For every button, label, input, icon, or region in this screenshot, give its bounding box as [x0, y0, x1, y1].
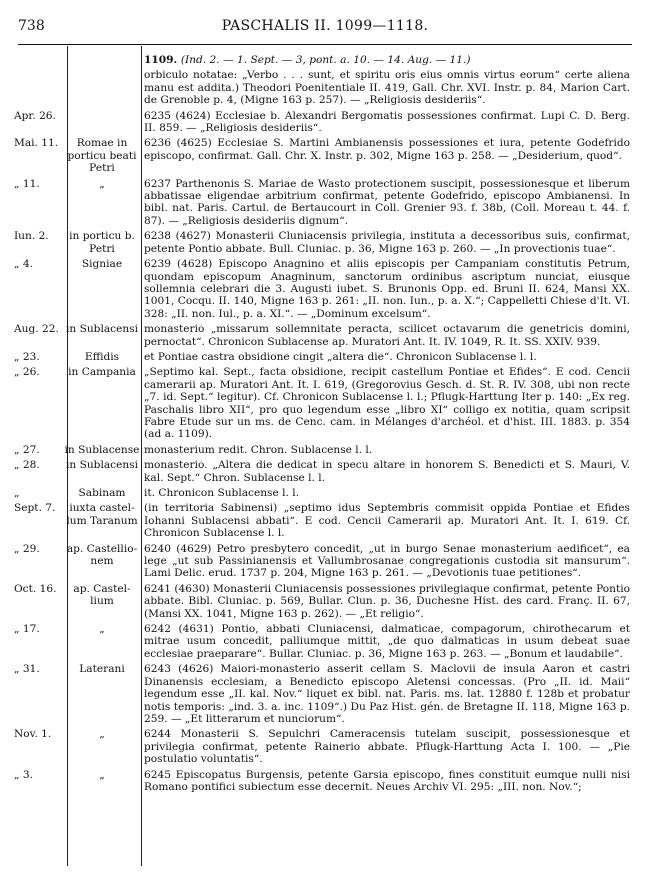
entry-date: „ 31. [14, 663, 40, 676]
entry-place: „ [99, 177, 105, 190]
entry-date: „ 29. [14, 542, 40, 555]
entry-text: it. Chronicon Sublacense l. l. [144, 487, 300, 499]
entry-place: Sabinam [78, 487, 126, 499]
entry-date: „ [14, 487, 20, 499]
entry-place: ap. Castellio- nem [66, 542, 138, 568]
entry-text: 6245 Episcopatus Burgensis, petente Garsia episcopo, fines constituit eumque nulli nisi Romano pontifici subiectum esse decernit. Neues Archiv VI. 295: „III. non. Nov.“; [144, 768, 630, 793]
regest-entry [0, 323, 650, 348]
entry-text: 6243 (4626) Maiori-monasterio asserit cellam S. Maclovii de insula Aaron et castri Dinanensis ecclesiam, a Benedicto episcopo Aletensi concessas. (Pro „II. id. Maii“ legendum esse „II. kal. Nov.“ liquet ex bibl. nat. Paris. ms. lat. 12880 f. 128b et probatur notis temporis: „ind. 3. a. inc. 1109“.) Du Paz Hist. gén. de Bretagne II. 118, Migne 163 p. 259. — „Et litterarum et nunciorum“. [144, 663, 630, 725]
regest-entry [0, 444, 650, 456]
entry-text: 6242 (4631) Pontio, abbati Cluniacensi, dalmaticae, compagorum, chirothecarum et mitrae usum concedit, palliumque mittit, „de quo dalmaticas in usum debeat suae ecclesiae praeparare“. Bullar. Cluniac. p. 36, Migne 163 p. 263. — „Bonum et laudabile“. [144, 623, 630, 660]
running-head [18, 18, 632, 38]
entry-date: Oct. 16. [14, 582, 57, 595]
entry-place: in Campania [68, 366, 136, 379]
entry-place: „ [99, 768, 105, 781]
page-number: 738 [18, 18, 45, 34]
entry-date: „ 26. [14, 366, 40, 379]
entry-date: „ 11. [14, 177, 40, 190]
regesta-list [0, 54, 650, 796]
entry-date: Sept. 7. [14, 502, 56, 515]
entry-date [0, 69, 64, 106]
entry-place: Signiae [81, 258, 123, 271]
entry-date: „ 27. [14, 443, 40, 456]
regest-entry [0, 110, 650, 135]
regest-entry [0, 351, 650, 363]
entry-place: „ [99, 623, 105, 636]
entry-text: monasterium redit. Chron. Sublacense l. l. [144, 443, 373, 456]
entry-place: in Sublacense [64, 443, 140, 456]
entry-date: Mai. 11. [14, 137, 59, 150]
regest-entry [0, 459, 650, 484]
regest-entry [0, 728, 650, 765]
regest-entry [0, 137, 650, 174]
entry-place: Laterani [79, 663, 125, 676]
regest-entry [0, 366, 650, 440]
entry-place: in Sublacensi [66, 323, 138, 336]
entry-text: 6238 (4627) Monasterii Cluniacensis privilegia, instituta a decessoribus suis, confirmat, petente Pontio abbate. Bull. Cluniac. p. 36, Migne 163 p. 260. — „In provectionis tuae“. [144, 230, 630, 255]
entry-date: Apr. 26. [14, 109, 56, 122]
entry-place: ap. Castel- lium [73, 582, 131, 608]
regest-entry [0, 769, 650, 794]
entry-date: Aug. 22. [14, 323, 59, 336]
regest-entry [0, 230, 650, 255]
indiction-note: (Ind. 2. — 1. Sept. — 3, pont. a. 10. — 14. Aug. — 11.) [180, 54, 471, 66]
entry-text: orbiculo notatae: „Verbo . . . sunt, et spiritu oris eius omnis virtus eorum“ certe aliena manu est addita.) Theodori Poenitentiale II. 419, Gall. Chr. XVI. Instr. p. 84, Marion Cart. de Grenoble p. 4, (Migne 163 p. 257). — „Religiosis desideriis“. [144, 69, 630, 107]
entry-date: „ 23. [14, 350, 40, 363]
entry-date: Nov. 1. [14, 728, 52, 741]
entry-place: Romae in porticu beati Petri [67, 137, 137, 175]
entry-text: et Pontiae castra obsidione cingit „altera die“. Chronicon Sublacense l. l. [144, 350, 537, 363]
regest-entry [0, 623, 650, 660]
regest-entry [0, 178, 650, 228]
entry-place: iuxta castel- lum Taranum [66, 502, 138, 527]
entry-text: 6236 (4625) Ecclesiae S. Martini Ambianensis possessiones et iura, petente Godefrido episcopo, confirmat. Gall. Chr. X. Instr. p. 302, Migne 163 p. 258. — „Desiderium, quod“. [144, 137, 630, 162]
regest-entry [0, 663, 650, 725]
entry-text: 6244 Monasterii S. Sepulchri Cameracensis tutelam suscipit, possessionesque et privilegia confirmat, petente Rainerio abbate. Pflugk-Harttung Acta I. 100. — „Pie postulatio voluntatis“. [144, 728, 630, 766]
entry-place: „ [99, 728, 105, 741]
entry-text: 6241 (4630) Monasterii Cluniacensis possessiones privilegiaque confirmat, petente Pontio abbate. Bibl. Cluniac. p. 569, Bullar. Clun. p. 36, Duchesne Hist. des card. Franç. II. 67, (Mansi XX. 1041, Migne 163 p. 262). — „Et religio“. [144, 582, 630, 620]
entry-date: „ 17. [14, 623, 40, 636]
entry-text: 6237 Parthenonis S. Mariae de Wasto protectionem suscipit, possessionesque et liberum abbatissae eligendae arbitrium confirmat, petente Godefrido, episcopo Ambianensi. In bibl. nat. Paris. Cartul. de Bertaucourt in Coll. Grenier 93. f. 38b, (Coll. Moreau t. 44. f. 87). — „Religiosis desideriis dignum“. [144, 177, 630, 227]
regest-entry [0, 502, 650, 539]
entry-text: (in territoria Sabinensi) „septimo idus Septembris commisit oppida Pontiae et Efides Iohanni Sublacensi abbati“. E cod. Cencii Camerarii ap. Muratori Ant. It. I. 619. Cf. Chronicon Sublacense l. l. [144, 502, 630, 540]
entry-place [64, 69, 140, 106]
entry-place: Effidis [84, 350, 120, 363]
regest-entry [0, 543, 650, 580]
year-heading: 1109. [144, 54, 178, 66]
entry-place: in porticu b. Petri [69, 230, 135, 255]
year-heading-row [0, 54, 650, 66]
regest-entry [0, 487, 650, 499]
entry-date: „ 3. [14, 768, 33, 781]
regest-entry [0, 69, 650, 106]
entry-date: „ 28. [14, 459, 40, 472]
entry-text: 6239 (4628) Episcopo Anagnino et aliis episcopis per Campaniam constitutis Petrum, quondam episcopum Anagninum, sanctorum ordinibus ascriptum nunciat, eiusque sollemnia celebrari die 3. Augusti iubet. S. Brunonis Opp. ed. Bruni II. 624, Mansi XX. 1001, Cocqu. II. 140, Migne 163 p. 261: „II. non. Iun., p. a. X.“; Cappelletti Chiese d'It. VI. 328: „II. non. Iul., p. a. XI.“. — „Dominum excelsum“. [144, 258, 630, 320]
running-title: PASCHALIS II. 1099—1118. [221, 18, 429, 34]
entry-text: monasterio. „Altera die dedicat in specu altare in honorem S. Benedicti et S. Mauri, V. kal. Sept.“ Chron. Sublacense l. l. [144, 459, 630, 484]
entry-place [64, 110, 140, 135]
entry-text: 6240 (4629) Petro presbytero concedit, „ut in burgo Senae monasterium aedificet“, ea lege „ut sub Passinianensis et Vallumbrosanae congregationis custodia sit mansurum“. Lami Delic. erud. 1737 p. 204, Migne 163 p. 261. — „Devotionis tuae petitiones“. [144, 542, 630, 580]
header-rule [18, 44, 632, 45]
entry-date: „ 4. [14, 258, 33, 271]
entry-text: 6235 (4624) Ecclesiae b. Alexandri Bergomatis possessiones confirmat. Lupi C. D. Berg. II. 859. — „Religiosis desideriis“. [144, 109, 630, 135]
regest-entry [0, 258, 650, 320]
entry-text: „Septimo kal. Sept., facta obsidione, recipit castellum Pontiae et Efides“. E cod. Cencii camerarii ap. Muratori Ant. It. I. 619, (Gregorovius Gesch. d. St. R. IV. 308, ubi non recte „7. id. Sept.“ legitur). Cf. Chronicon Sublacense l. l.; Pflugk-Harttung Iter p. 140: „Ex reg. Paschalis libro XII“, pro quo legendum esse „libro XI“ colligo ex notitia, quam scripsit Fabre Etude sur un ms. de Cenc. cam. in Mélanges d'archéol. et d'hist. III. 1883. p. 354 (ad a. 1109). [144, 366, 630, 441]
regest-entry [0, 583, 650, 620]
entry-date: Iun. 2. [14, 230, 49, 243]
entry-text: monasterio „missarum sollemnitate peracta, scilicet octavarum die genetricis domini, pernoctat“. Chronicon Sublacense ap. Muratori Ant. It. IV. 1049, R. It. SS. XXIV. 939. [144, 323, 630, 348]
entry-place: in Sublacensi [66, 459, 138, 472]
